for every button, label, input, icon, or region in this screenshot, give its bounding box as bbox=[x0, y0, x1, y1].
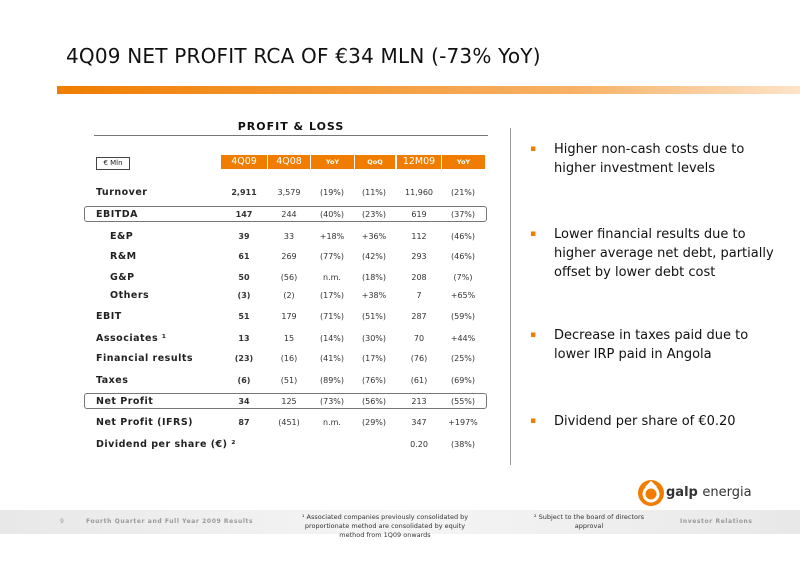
table-cell: 208 bbox=[411, 273, 427, 282]
header-yoy-quarter: YoY bbox=[311, 155, 354, 169]
table-cell: (69%) bbox=[450, 376, 476, 385]
table-cell: (55%) bbox=[450, 397, 476, 406]
table-cell: 11,960 bbox=[405, 188, 433, 197]
row-label: Turnover bbox=[96, 187, 148, 198]
table-cell: (46%) bbox=[450, 232, 476, 241]
table-cell: 50 bbox=[238, 273, 250, 282]
logo-text: galp energia bbox=[666, 485, 752, 500]
table-title-divider bbox=[94, 135, 488, 136]
table-cell: 619 bbox=[411, 210, 427, 219]
table-cell: +18% bbox=[319, 232, 345, 241]
table-cell: n.m. bbox=[323, 418, 341, 427]
table-cell: (73%) bbox=[319, 397, 345, 406]
bullet-marker-icon: ▪ bbox=[530, 416, 537, 426]
table-cell: 39 bbox=[238, 232, 250, 241]
page-title: 4Q09 NET PROFIT RCA OF €34 MLN (-73% YoY) bbox=[66, 44, 541, 68]
table-cell: (29%) bbox=[361, 418, 387, 427]
table-cell: 147 bbox=[235, 210, 253, 219]
header-12m09: 12M09 bbox=[397, 155, 441, 169]
table-cell: (21%) bbox=[450, 188, 476, 197]
row-label: Net Profit bbox=[96, 396, 154, 407]
table-cell: (46%) bbox=[450, 252, 476, 261]
table-cell: (37%) bbox=[450, 210, 476, 219]
table-cell: 179 bbox=[281, 312, 297, 321]
bullet-marker-icon: ▪ bbox=[530, 330, 537, 340]
table-cell: +44% bbox=[450, 334, 476, 343]
table-cell: (3) bbox=[237, 291, 251, 300]
table-cell: 125 bbox=[281, 397, 297, 406]
table-cell: 3,579 bbox=[277, 188, 301, 197]
title-divider bbox=[57, 86, 800, 94]
row-label: E&P bbox=[110, 231, 134, 242]
table-cell: 34 bbox=[238, 397, 250, 406]
table-cell: 213 bbox=[411, 397, 427, 406]
galp-logo-icon bbox=[637, 479, 665, 507]
table-cell: 70 bbox=[413, 334, 425, 343]
table-cell: 51 bbox=[238, 312, 250, 321]
table-cell: (56%) bbox=[361, 397, 387, 406]
row-label: EBIT bbox=[96, 311, 122, 322]
table-cell: (89%) bbox=[319, 376, 345, 385]
table-cell: (61) bbox=[410, 376, 428, 385]
table-cell: (23) bbox=[234, 354, 254, 363]
table-cell: 293 bbox=[411, 252, 427, 261]
table-cell: (59%) bbox=[450, 312, 476, 321]
row-label: Taxes bbox=[96, 375, 129, 386]
bullet-marker-icon: ▪ bbox=[530, 229, 537, 239]
table-cell: (71%) bbox=[319, 312, 345, 321]
table-cell: (25%) bbox=[450, 354, 476, 363]
row-label: Associates ¹ bbox=[96, 333, 167, 344]
table-cell: 87 bbox=[238, 418, 250, 427]
table-cell: 347 bbox=[411, 418, 427, 427]
table-cell: (23%) bbox=[361, 210, 387, 219]
footer-department: Investor Relations bbox=[680, 518, 753, 525]
header-yoy-annual: YoY bbox=[442, 155, 485, 169]
table-cell: (41%) bbox=[319, 354, 345, 363]
table-cell: (6) bbox=[237, 376, 251, 385]
row-label: EBITDA bbox=[96, 209, 138, 220]
table-cell: 7 bbox=[416, 291, 422, 300]
table-cell: (76%) bbox=[361, 376, 387, 385]
table-cell: 269 bbox=[281, 252, 297, 261]
table-cell: 0.20 bbox=[410, 440, 428, 449]
table-cell: (17%) bbox=[361, 354, 387, 363]
column-divider bbox=[510, 128, 511, 465]
row-label: R&M bbox=[110, 251, 137, 262]
table-cell: (2) bbox=[283, 291, 295, 300]
table-cell: (40%) bbox=[319, 210, 345, 219]
table-cell: (11%) bbox=[361, 188, 387, 197]
table-cell: (51%) bbox=[361, 312, 387, 321]
table-cell: (56) bbox=[280, 273, 298, 282]
table-cell: (38%) bbox=[450, 440, 476, 449]
table-cell: 33 bbox=[283, 232, 295, 241]
table-cell: (7%) bbox=[453, 273, 473, 282]
bullet-item: ▪ Dividend per share of €0.20 bbox=[530, 414, 736, 429]
bullet-item: ▪ Higher non-cash costs due to higher investment levels bbox=[530, 142, 745, 176]
table-cell: +36% bbox=[361, 232, 387, 241]
header-4q08: 4Q08 bbox=[268, 155, 310, 169]
table-cell: 61 bbox=[238, 252, 250, 261]
row-label: Financial results bbox=[96, 353, 194, 364]
row-label: G&P bbox=[110, 272, 135, 283]
table-cell: (14%) bbox=[319, 334, 345, 343]
bullet-marker-icon: ▪ bbox=[530, 144, 537, 154]
table-cell: 2,911 bbox=[231, 188, 257, 197]
table-cell: 244 bbox=[281, 210, 297, 219]
footnote-associates: ¹ Associated companies previously consolidated by proportionate method are consolidated by equity method from 1Q09 onwards bbox=[301, 513, 469, 539]
table-cell: (16) bbox=[280, 354, 298, 363]
table-cell: +65% bbox=[450, 291, 476, 300]
table-cell: +197% bbox=[448, 418, 478, 427]
bullet-item: ▪ Decrease in taxes paid due to lower IRP paid in Angola bbox=[530, 328, 749, 362]
table-cell: (17%) bbox=[319, 291, 345, 300]
row-label: Dividend per share (€) ² bbox=[96, 439, 236, 450]
table-cell: 287 bbox=[411, 312, 427, 321]
row-label: Others bbox=[110, 290, 150, 301]
table-cell: 112 bbox=[411, 232, 427, 241]
unit-label: € Mln bbox=[96, 157, 130, 170]
table-cell: (76) bbox=[410, 354, 428, 363]
table-cell: (451) bbox=[278, 418, 300, 427]
footnote-dividend: ² Subject to the board of directors approval bbox=[533, 513, 645, 530]
row-label: Net Profit (IFRS) bbox=[96, 417, 194, 428]
table-title: PROFIT & LOSS bbox=[237, 120, 345, 133]
table-cell: (51) bbox=[280, 376, 298, 385]
header-4q09: 4Q09 bbox=[221, 155, 267, 169]
footer-presentation-title: Fourth Quarter and Full Year 2009 Results bbox=[86, 518, 254, 525]
table-cell: (42%) bbox=[361, 252, 387, 261]
table-cell: (19%) bbox=[319, 188, 345, 197]
table-cell: 13 bbox=[238, 334, 250, 343]
table-cell: n.m. bbox=[323, 273, 341, 282]
bullet-item: ▪ Lower financial results due to higher average net debt, partially offset by lower debt cost bbox=[530, 227, 774, 280]
table-cell: +38% bbox=[361, 291, 387, 300]
table-cell: (77%) bbox=[319, 252, 345, 261]
table-cell: (18%) bbox=[361, 273, 387, 282]
table-cell: 15 bbox=[283, 334, 295, 343]
header-qoq: QoQ bbox=[355, 155, 395, 169]
table-cell: (30%) bbox=[361, 334, 387, 343]
page-number: 9 bbox=[60, 518, 64, 525]
